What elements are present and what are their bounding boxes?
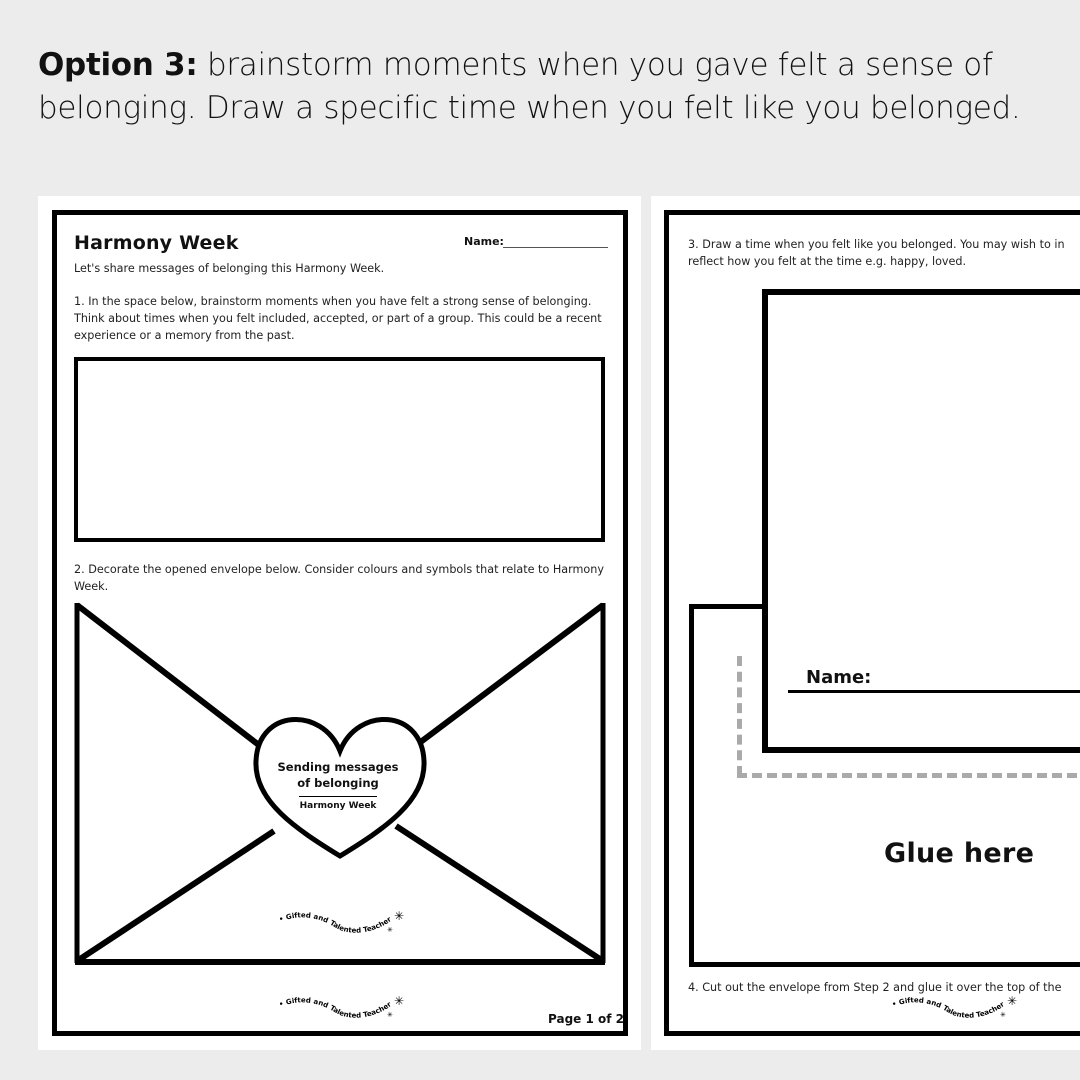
- question-4: 4. Cut out the envelope from Step 2 and glue it over the top of the: [688, 981, 1062, 994]
- cut-guide-vertical: [737, 656, 742, 776]
- heart-line-2: of belonging: [297, 776, 379, 790]
- svg-text:✳: ✳: [1000, 1011, 1006, 1019]
- drawing-name-label: Name:: [806, 667, 872, 688]
- svg-text:• Gifted and Talented Teacher: • Gifted and Talented Teacher: [277, 996, 393, 1020]
- heart-line-1: Sending messages: [277, 760, 399, 774]
- footer-logo: [887, 991, 1027, 1031]
- option-headline: [38, 44, 1058, 130]
- glue-here-label: Glue here: [884, 838, 1035, 869]
- worksheet-title: Harmony Week: [74, 232, 239, 254]
- question-1: 1. In the space below, brainstorm moments when you have felt a strong sense of belonging. Think about times when you felt included, accepted, or part of a group. This could be a recent experience or a memory from the past.: [74, 295, 602, 342]
- heart-text: [268, 759, 408, 811]
- worksheet-page-2: [651, 196, 1080, 1050]
- page-number: Page 1 of 2: [548, 1012, 624, 1026]
- footer-logo: [274, 991, 414, 1031]
- svg-text:✳: ✳: [394, 994, 405, 1008]
- brainstorm-box[interactable]: [74, 357, 605, 542]
- svg-text:• Gifted and Talented Teacher: • Gifted and Talented Teacher: [277, 911, 393, 935]
- cut-guide-horizontal: [737, 773, 1080, 778]
- question-3-line-2: reflect how you felt at the time e.g. happy, loved.: [688, 255, 967, 268]
- heart-divider: [299, 796, 377, 797]
- svg-text:• Gifted and Talented Teacher: • Gifted and Talented Teacher: [890, 996, 1006, 1020]
- question-3: [688, 236, 1080, 270]
- drawing-name-line[interactable]: [788, 690, 1080, 693]
- svg-text:✳: ✳: [387, 926, 393, 934]
- intro-text: Let's share messages of belonging this Harmony Week.: [74, 262, 385, 275]
- name-field-line[interactable]: [503, 247, 608, 248]
- svg-text:✳: ✳: [1007, 994, 1018, 1008]
- question-3-line-1: 3. Draw a time when you felt like you belonged. You may wish to in: [688, 238, 1065, 251]
- option-label: Option 3:: [38, 47, 198, 83]
- name-label: Name:: [464, 235, 504, 248]
- worksheet-page-1: [38, 196, 641, 1050]
- svg-text:✳: ✳: [387, 1011, 393, 1019]
- svg-text:✳: ✳: [394, 909, 405, 923]
- option-text: brainstorm moments when you gave felt a sense of belonging. Draw a specific time when you felt like you belonged.: [38, 47, 1021, 126]
- heart-subtitle: Harmony Week: [299, 801, 377, 811]
- question-2: 2. Decorate the opened envelope below. Consider colours and symbols that relate to Harmony Week.: [74, 563, 604, 593]
- gifted-talented-teacher-logo: [274, 906, 414, 946]
